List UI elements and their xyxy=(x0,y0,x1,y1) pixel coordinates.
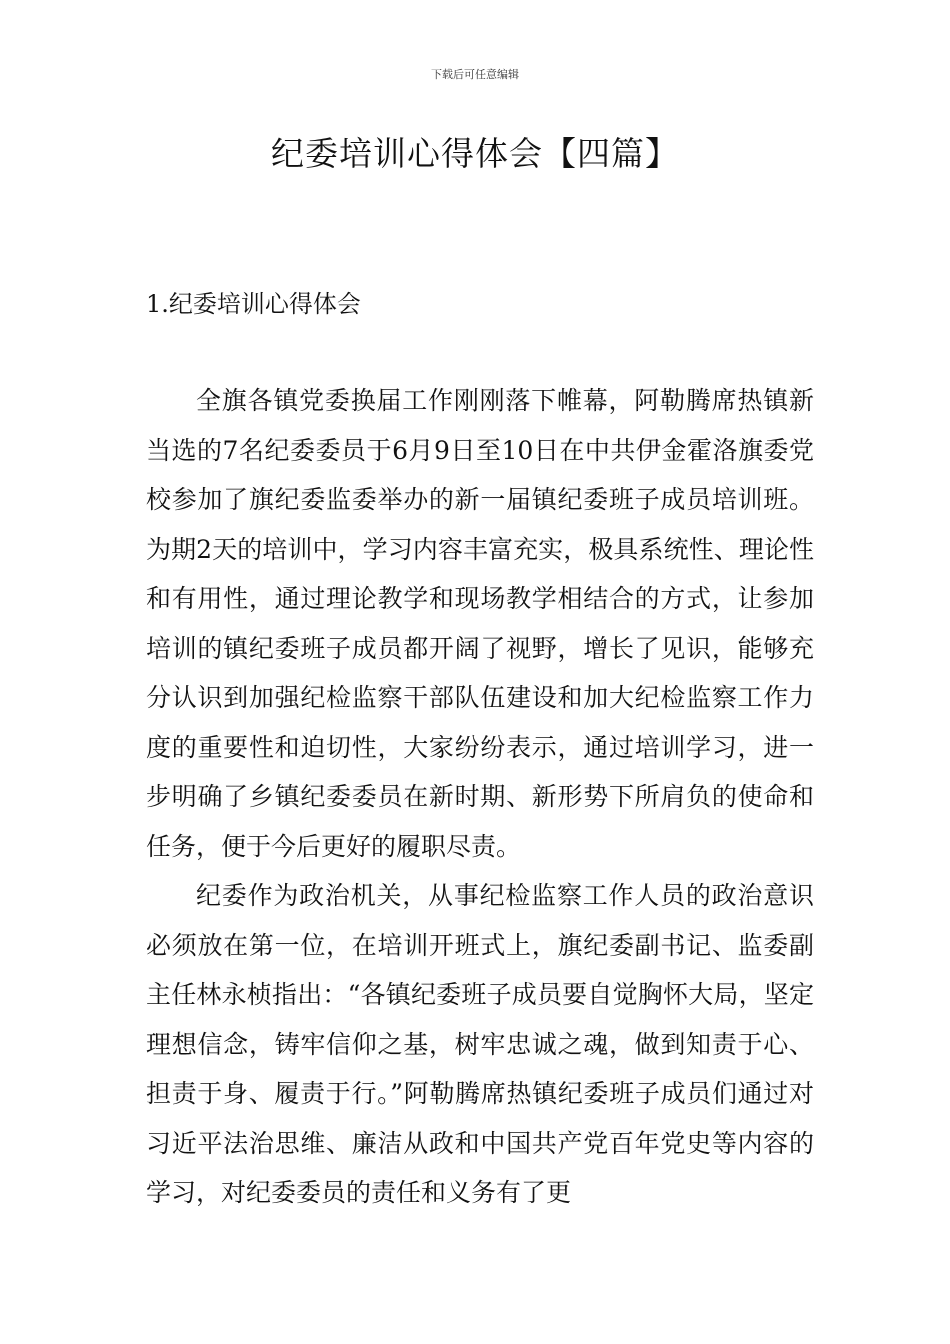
document-body xyxy=(146,376,814,1218)
section-heading: 1.纪委培训心得体会 xyxy=(146,290,361,318)
body-paragraph: 纪委作为政治机关，从事纪检监察工作人员的政治意识必须放在第一位，在培训开班式上，旗纪委副书记、监委副主任林永桢指出：“各镇纪委班子成员要自觉胸怀大局，坚定理想信念，铸牢信仰之基，树牢忠诚之魂，做到知责于心、担责于身、履责于行。”阿勒腾席热镇纪委班子成员们通过对习近平法治思维、廉洁从政和中国共产党百年党史等内容的学习，对纪委委员的责任和义务有了更 xyxy=(146,881,814,1207)
header-note: 下载后可任意编辑 xyxy=(431,68,519,81)
body-paragraph: 全旗各镇党委换届工作刚刚落下帷幕，阿勒腾席热镇新当选的7名纪委委员于6月9日至10日在中共伊金霍洛旗委党校参加了旗纪委监委举办的新一届镇纪委班子成员培训班。为期2天的培训中，学习内容丰富充实，极具系统性、理论性和有用性，通过理论教学和现场教学相结合的方式，让参加培训的镇纪委班子成员都开阔了视野，增长了见识，能够充分认识到加强纪检监察干部队伍建设和加大纪检监察工作力度的重要性和迫切性，大家纷纷表示，通过培训学习，进一步明确了乡镇纪委委员在新时期、新形势下所肩负的使命和任务，便于今后更好的履职尽责。 xyxy=(146,386,814,861)
document-title: 纪委培训心得体会【四篇】 xyxy=(271,134,679,173)
